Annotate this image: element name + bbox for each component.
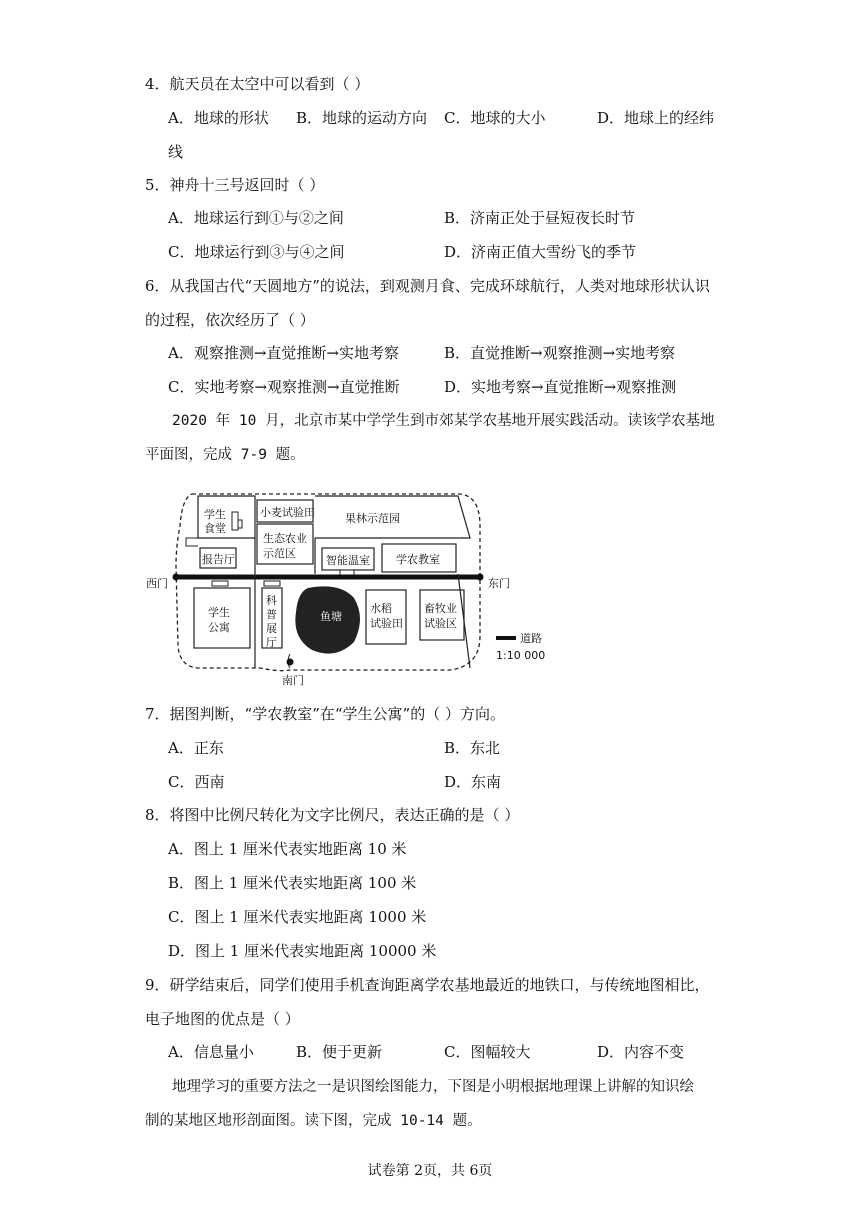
rice-field-label-1: 水稻 [370,602,392,615]
q4-option-c: C．地球的大小 [444,109,546,127]
q4-option-d: D．地球上的经纬 [597,109,715,127]
canteen-label-1: 学生 [204,508,226,521]
q4-option-a: A．地球的形状 [168,109,269,127]
q8-option-d: D．图上 1 厘米代表实地距离 10000 米 [168,942,437,960]
q6-option-d: D．实地考察→直觉推断→观察推测 [444,378,677,396]
q8-option-a: A．图上 1 厘米代表实地距离 10 米 [168,840,407,858]
q7-option-c: C．西南 [168,773,225,791]
canteen-label-2: 食堂 [204,522,226,535]
q4-option-b: B．地球的运动方向 [296,109,428,127]
q5-option-c: C．地球运行到③与④之间 [168,243,345,261]
q9-option-c: C．图幅较大 [444,1043,531,1061]
q9-stem-line2: 电子地图的优点是（ ） [145,1010,300,1028]
south-gate-label: 南门 [282,674,304,686]
q9-option-b: B．便于更新 [296,1043,383,1061]
q5-option-b: B．济南正处于昼短夜长时节 [444,209,636,227]
q5-option-a: A．地球运行到①与②之间 [168,209,344,227]
eco-zone-label-2: 示范区 [263,547,296,560]
q9-option-a: A．信息量小 [168,1043,254,1061]
q8-stem: 8．将图中比例尺转化为文字比例尺，表达正确的是（ ） [145,806,520,824]
greenhouse-label: 智能温室 [326,554,370,567]
dorm-label-2: 公寓 [208,621,230,634]
orchard-label: 果林示范园 [345,512,400,525]
intro-10-14-line1: 地理学习的重要方法之一是识图绘图能力，下图是小明根据地理课上讲解的知识绘 [172,1079,694,1095]
q8-option-c: C．图上 1 厘米代表实地距离 1000 米 [168,908,427,926]
livestock-label-2: 试验区 [424,617,457,630]
scale-label: 1:10 000 [496,649,546,662]
sci-hall-label-1: 科 [266,594,277,607]
q9-option-d: D．内容不变 [597,1043,685,1061]
intro-7-9-line2: 平面图，完成 7-9 题。 [145,447,305,463]
q5-option-d: D．济南正值大雪纷飞的季节 [444,243,637,261]
sci-hall-label-4: 厅 [266,636,277,649]
east-gate-label: 东门 [488,577,510,590]
dorm-label-1: 学生 [208,606,230,619]
q7-option-a: A．正东 [168,739,224,757]
page-footer: 试卷第 2页，共 6页 [367,1163,493,1179]
q7-option-d: D．东南 [444,773,502,791]
sci-hall-label-2: 普 [266,608,277,621]
q8-option-b: B．图上 1 厘米代表实地距离 100 米 [168,874,417,892]
q5-stem: 5．神舟十三号返回时（ ） [145,176,325,194]
q6-stem-line2: 的过程，依次经历了（ ） [145,311,315,329]
q6-option-a: A．观察推测→直觉推断→实地考察 [168,344,399,362]
intro-10-14-line2: 制的某地区地形剖面图。读下图，完成 10-14 题。 [145,1113,482,1129]
pond-label: 鱼塘 [320,610,342,623]
livestock-label-1: 畜牧业 [424,602,457,615]
legend-road-label: 道路 [520,632,542,645]
wheat-field-label: 小麦试验田 [260,506,315,519]
intro-7-9-line1: 2020 年 10 月，北京市某中学学生到市郊某学农基地开展实践活动。读该学农基地 [172,413,715,429]
q7-stem: 7．据图判断，“学农教室”在“学生公寓”的（ ）方向。 [145,705,505,723]
q7-option-b: B．东北 [444,739,501,757]
q6-stem-line1: 6．从我国古代“天圆地方”的说法，到观测月食、完成环球航行，人类对地球形状认识 [145,277,710,295]
classroom-label: 学农教室 [396,553,440,566]
q4-option-d-wrap: 线 [168,143,184,161]
west-gate-label: 西门 [146,577,168,590]
report-hall-label: 报告厅 [202,553,235,566]
q4-stem: 4．航天员在太空中可以看到（ ） [145,75,370,93]
q9-stem-line1: 9．研学结束后，同学们使用手机查询距离学农基地最近的地铁口，与传统地图相比， [145,976,710,994]
q6-option-b: B．直觉推断→观察推测→实地考察 [444,344,676,362]
rice-field-label-2: 试验田 [370,617,403,630]
q6-option-c: C．实地考察→观察推测→直觉推断 [168,378,400,396]
farm-base-map [140,486,550,686]
eco-zone-label-1: 生态农业 [263,532,307,545]
sci-hall-label-3: 展 [266,622,277,635]
